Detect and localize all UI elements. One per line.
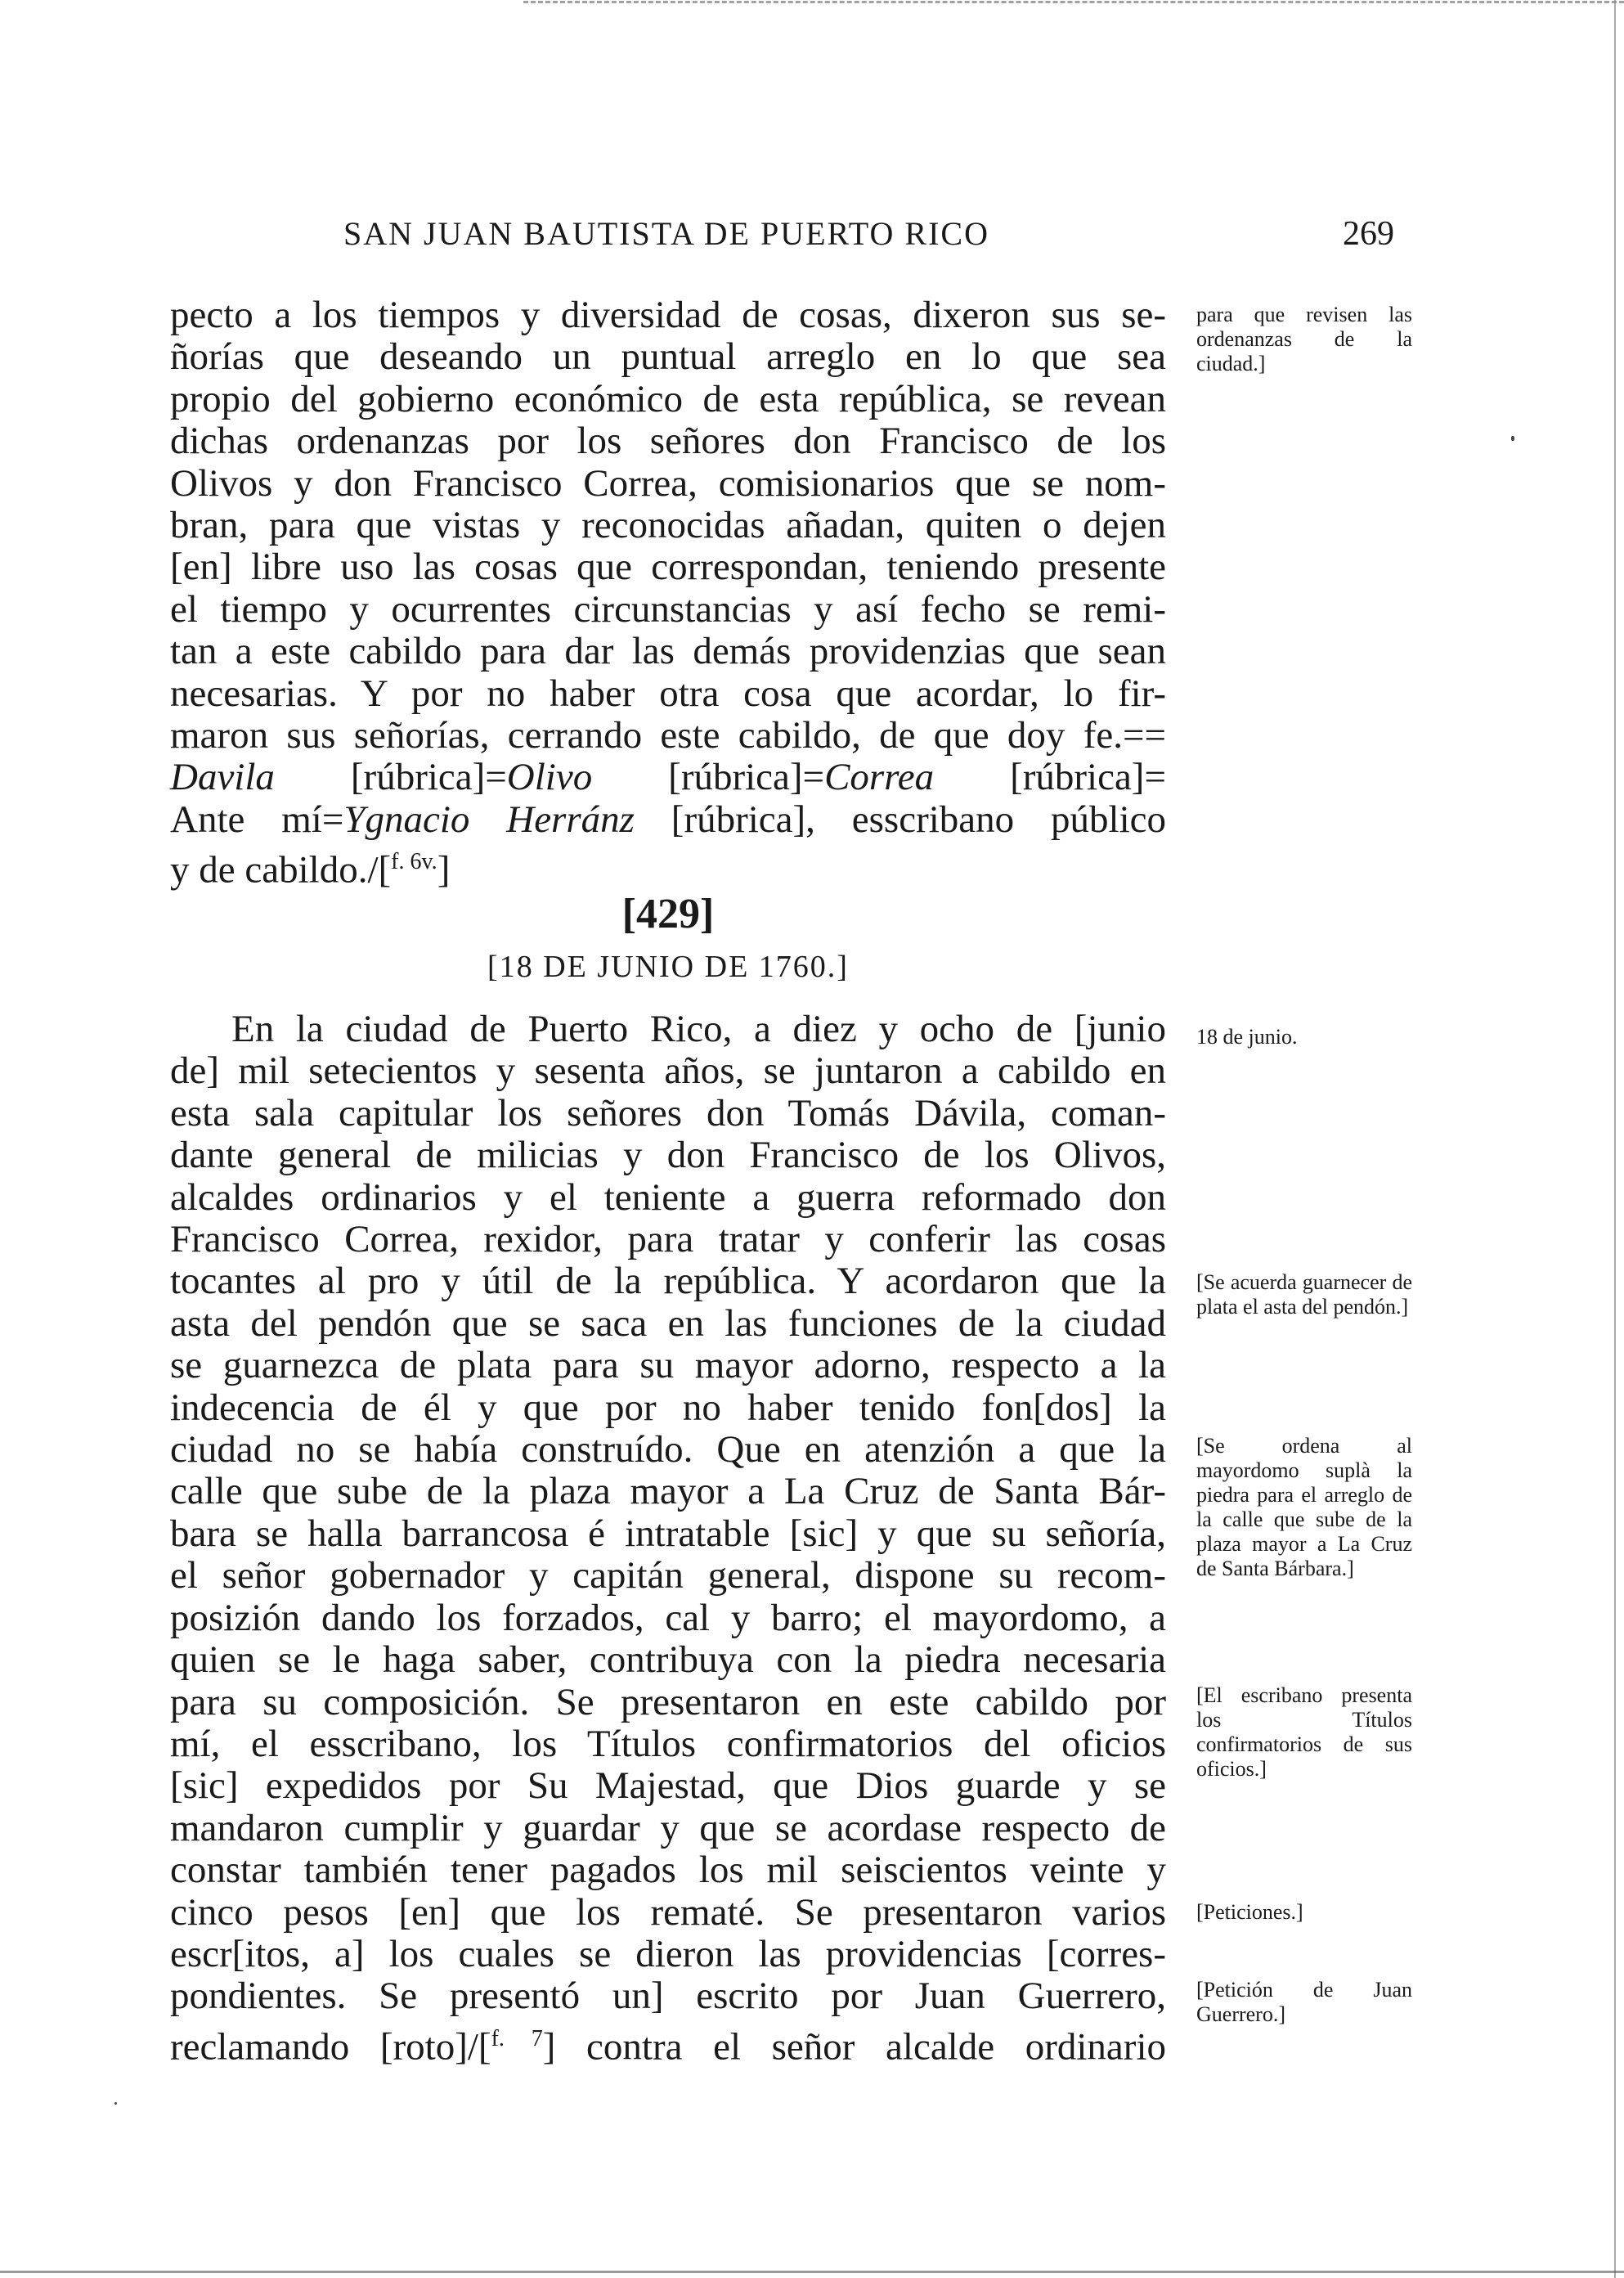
text-line: asta del pendón que se saca en las funciones de la ciudad [170,1301,1166,1345]
margin-note: [Se acuerda guarnecer de plata el asta del pendón.] [1196,1270,1412,1319]
text-line: pecto a los tiempos y diversidad de cosas, dixeron sus se- [170,294,1166,336]
text-line: tan a este cabildo para dar las demás providenzias que sean [170,630,1166,673]
document-number: [429] [621,891,715,937]
text-line: esta sala capitular los señores don Tomás Dávila, coman- [170,1091,1166,1135]
page-header [168,214,1394,263]
text-line: mí, el esscribano, los Títulos confirmatorios del oficios [170,1722,1166,1765]
text-line: ciudad no se había construído. Que en atenzión a que la [170,1428,1166,1471]
ink-speck [114,2102,117,2105]
text-line: escr[itos, a] los cuales se dieron las providencias [corres- [170,1932,1166,1975]
text-line: tocantes al pro y útil de la república. Y acordaron que la [170,1260,1166,1303]
continued-paragraph [170,294,1166,892]
signature-davila: Davila [170,756,275,799]
text-line: mandaron cumplir y guardar y que se acordase respecto de [170,1806,1166,1849]
text-line: constar también tener pagados los mil seiscientos veinte y [170,1849,1166,1892]
text-line: [sic] expedidos por Su Majestad, que Dios guarde y se [170,1764,1166,1808]
text-line: maron sus señorías, cerrando este cabildo, de que doy fe.== [170,714,1166,757]
margin-note: [Peticiones.] [1196,1900,1303,1924]
folio-marker: f. 7 [491,2025,543,2051]
margin-note: [Se ordena al mayordomo suplà la piedra para el arreglo de la calle que sube de la plaza mayor a La Cruz de Santa Bárbara.] [1196,1434,1412,1580]
ink-speck [1511,436,1514,441]
text-line: bran, para que vistas y reconocidas añadan, quiten o dejen [170,504,1166,547]
page-top-edge [0,0,1624,5]
margin-note: [Petición de Juan Guerrero.] [1196,1978,1412,2026]
signature-herranz: Ygnacio Herránz [343,798,635,841]
text-line: Francisco Correa, rexidor, para tratar y conferir las cosas [170,1218,1166,1261]
text-line: el señor gobernador y capitán general, dispone su recom- [170,1554,1166,1597]
page-bottom-edge [0,2271,1624,2273]
signature-line: Davila [rúbrica]=Olivo [rúbrica]=Correa [rúbrica]= [170,756,1166,799]
ante-mi-line: Ante mí=Ygnacio Herránz [rúbrica], esscribano público [170,798,1166,841]
text-line: cinco pesos [en] que los rematé. Se presentaron varios [170,1890,1166,1934]
text-line: para su composición. Se presentaron en este cabildo por [170,1680,1166,1723]
text-line: indecencia de él y que por no haber tenido fon[dos] la [170,1386,1166,1429]
text-line: Olivos y don Francisco Correa, comisionarios que se nom- [170,461,1166,505]
text-line: calle que sube de la plaza mayor a La Cruz de Santa Bár- [170,1470,1166,1513]
running-title: SAN JUAN BAUTISTA DE PUERTO RICO [343,215,989,252]
page-number: 269 [1343,215,1394,253]
text-line: ñorías que deseando un puntual arreglo en lo que sea [170,335,1166,379]
signature-correa: Correa [824,756,935,799]
text-line: se guarnezca de plata para su mayor adorno, respecto a la [170,1344,1166,1387]
text-line: de] mil setecientos y sesenta años, se juntaron a cabildo en [170,1049,1166,1093]
text-line: [en] libre uso las cosas que correspondan, teniendo presente [170,546,1166,589]
margin-note: [El escribano presenta los Títulos confirmatorios de sus oficios.] [1196,1683,1412,1781]
text-line: bara se halla barrancosa é intratable [sic] y que su señoría, [170,1512,1166,1555]
last-text-line: reclamando [roto]/[$^{f. 7}$] contra el señor alcalde ordinario [170,2025,1167,2069]
text-line: quien se le haga saber, contribuya con la piedra necesaria [170,1638,1166,1682]
text-line: En la ciudad de Puerto Rico, a diez y ocho de [junio [231,1008,1166,1050]
text-line: alcaldes ordinarios y el teniente a guerra reformado don [170,1175,1166,1219]
text-line: el tiempo y ocurrentes circunstancias y así fecho se remi- [170,587,1166,631]
document-body [170,1009,1166,2069]
text-line: necesarias. Y por no haber otra cosa que acordar, lo fir- [170,672,1166,715]
text-line: dante general de milicias y don Francisco de los Olivos, [170,1134,1166,1177]
folio-marker: f. 6v. [391,849,437,875]
margin-note: 18 de junio. [1196,1025,1298,1049]
text-line: dichas ordenanzas por los señores don Francisco de los [170,420,1166,463]
closing-line: y de cabildo./[$^{f. 6v.}$] [170,848,451,892]
document-date: [18 DE JUNIO DE 1760.] [487,950,849,984]
signature-olivo: Olivo [506,756,593,799]
margin-note: para que revisen las ordenanzas de la ciudad.] [1196,303,1412,375]
text-line: pondientes. Se presentó un] escrito por Juan Guerrero, [170,1975,1166,2018]
text-line: posizión dando los forzados, cal y barro; el mayordomo, a [170,1596,1166,1639]
page-right-edge [1614,0,1616,2278]
text-line: propio del gobierno económico de esta república, se revean [170,377,1166,420]
